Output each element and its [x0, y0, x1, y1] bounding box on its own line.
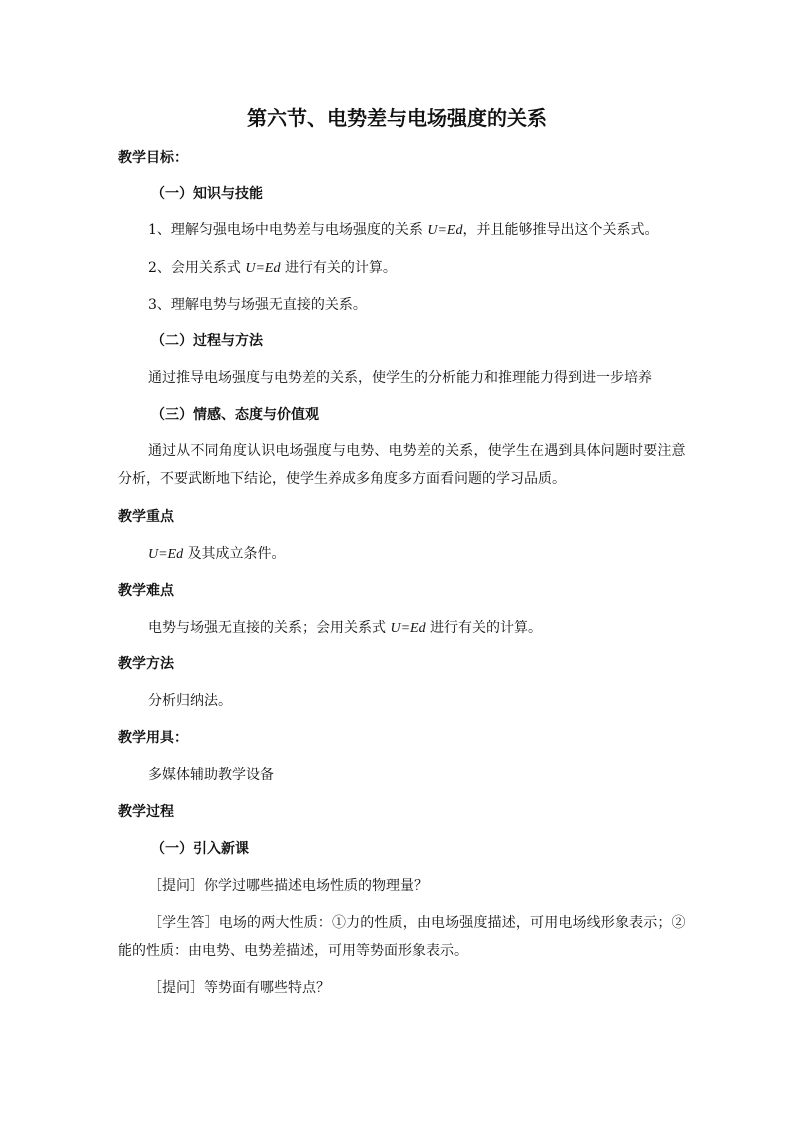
process-method-heading: （二）过程与方法 [151, 333, 263, 349]
formula: U=Ed [148, 547, 184, 562]
question-2: ［提问］等势面有哪些特点？ [148, 980, 330, 996]
difficult-points-lead: 电势与场强无直接的关系；会用关系式 [148, 620, 386, 636]
question-1: ［提问］你学过哪些描述电场性质的物理量？ [148, 878, 428, 894]
student-answer-line-2: 能的性质：由电势、电势差描述，可用等势面形象表示。 [118, 943, 468, 959]
student-answer-line-1: ［学生答］电场的两大性质：①力的性质，由电场强度描述，可用电场线形象表示；② [148, 915, 686, 931]
process-method-text: 通过推导电场强度与电势差的关系，使学生的分析能力和推理能力得到进一步培养 [148, 370, 652, 386]
formula: U=Ed [427, 223, 463, 238]
knowledge-item-3: 3、理解电势与场强无直接的关系。 [148, 297, 367, 313]
knowledge-item-1 [148, 221, 658, 240]
key-points-heading: 教学重点 [118, 509, 174, 525]
emotion-text-line-2: 分析，不要武断地下结论，使学生养成多角度多方面看问题的学习品质。 [118, 471, 566, 487]
knowledge-item-1-text: 1、理解匀强电场中电势差与电场强度的关系 [148, 222, 423, 238]
intro-heading: （一）引入新课 [151, 841, 249, 857]
difficult-points-heading: 教学难点 [118, 583, 174, 599]
page-title: 第六节、电势差与电场强度的关系 [247, 106, 547, 130]
emotion-text-line-1: 通过从不同角度认识电场强度与电势、电势差的关系，使学生在遇到具体问题时要注意 [148, 443, 686, 459]
emotion-values-heading: （三）情感、态度与价值观 [151, 407, 319, 423]
knowledge-item-1-tail: ，并且能够推导出这个关系式。 [462, 222, 659, 238]
knowledge-item-2-tail: 进行有关的计算。 [284, 260, 397, 276]
objectives-heading: 教学目标： [118, 150, 188, 166]
key-points-tail: 及其成立条件。 [187, 546, 286, 562]
key-points-text [148, 545, 286, 564]
knowledge-item-2 [148, 259, 397, 278]
teaching-method-heading: 教学方法 [118, 656, 174, 672]
knowledge-item-2-text: 2、会用关系式 [148, 260, 241, 276]
difficult-points-tail: 进行有关的计算。 [430, 620, 543, 636]
difficult-points-text [148, 619, 542, 638]
formula: U=Ed [390, 621, 426, 636]
knowledge-skills-heading: （一）知识与技能 [151, 186, 263, 202]
teaching-method-text: 分析归纳法。 [148, 693, 232, 709]
teaching-tools-heading: 教学用具： [118, 730, 188, 746]
teaching-tools-text: 多媒体辅助教学设备 [148, 767, 274, 783]
formula: U=Ed [245, 261, 281, 276]
teaching-procedure-heading: 教学过程 [118, 804, 174, 820]
